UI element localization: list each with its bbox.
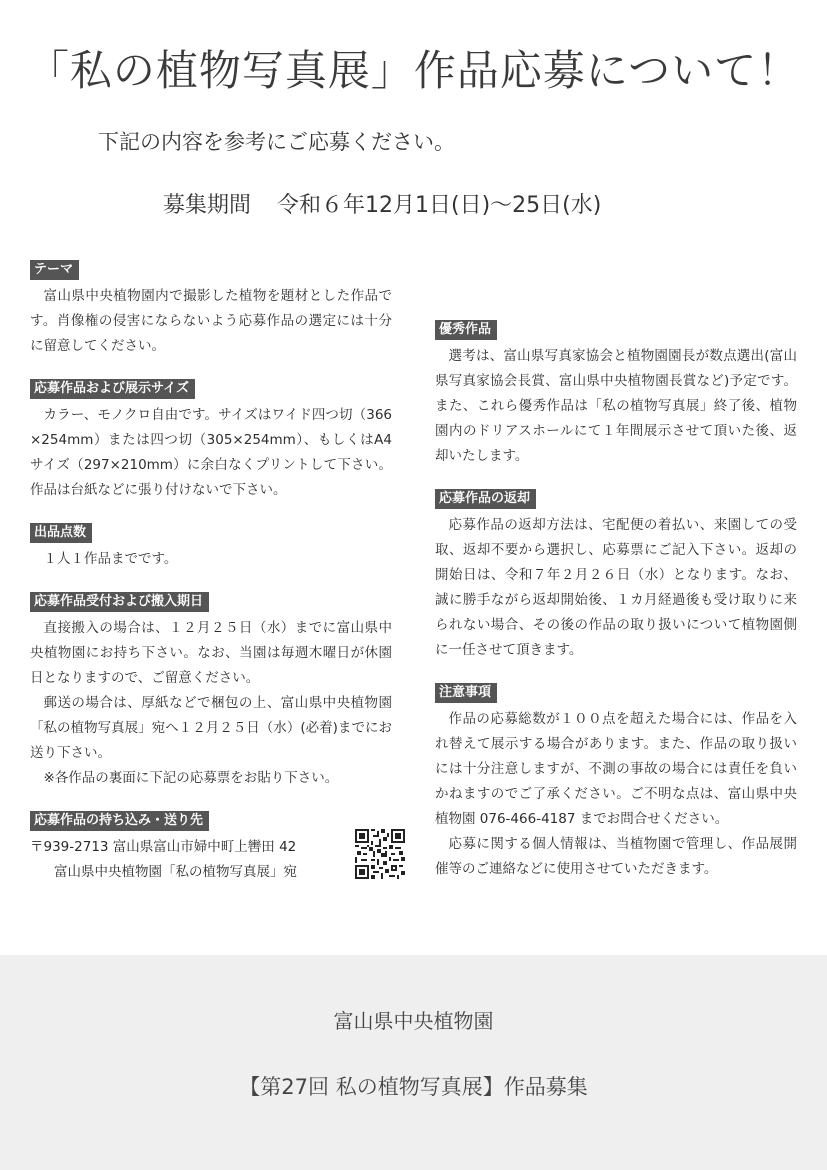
section-notes (435, 681, 797, 882)
page-title: 「私の植物写真展」作品応募について！ (26, 46, 801, 95)
section-excellent (435, 318, 797, 469)
section-size (30, 377, 392, 503)
notes-text-main: 作品の応募総数が１００点を超えた場合には、作品を入れ替えて展示する場合があります。また、作品の取り扱いには十分注意しますが、不測の事故の場合には責任を負いかねますのでご了承ください。ご不明な点は、富山県中央植物園 076-466-4187 までお問合せください。 (435, 711, 797, 827)
section-header-reception: 応募作品受付および搬入期日 (30, 592, 209, 612)
delivery-address: 〒939-2713 富山県富山市婦中町上轡田 42 (30, 839, 297, 855)
notes-text-privacy: 応募に関する個人情報は、当植物園で管理し、作品展開催等のご連絡などに使用させていただきます。 (435, 836, 797, 877)
section-header-notes: 注意事項 (435, 683, 497, 703)
section-header-theme: テーマ (30, 260, 79, 280)
section-header-size: 応募作品および展示サイズ (30, 379, 195, 399)
period-value: 令和６年12月1日(日)～25日(水) (277, 193, 602, 218)
footer-band (0, 955, 827, 1170)
section-header-excellent: 優秀作品 (435, 320, 497, 340)
excellent-text: 選考は、富山県写真家協会と植物園園長が数点選出(富山県写真家協会長賞、富山県中央植物園長賞など)予定です。また、これら優秀作品は「私の植物写真展」終了後、植物園内のドリアスホールにて１年間展示させて頂いた後、返却いたします。 (435, 348, 797, 464)
delivery-recipient: 富山県中央植物園「私の植物写真展」宛 (54, 864, 297, 880)
left-column (30, 258, 392, 903)
return-text: 応募作品の返却方法は、宅配便の着払い、来園しての受取、返却不要から選択し、応募票にご記入下さい。返却の開始日は、令和７年２月２６日（水）となります。なお、誠に勝手ながら返却開始後、１カ月経過後も受け取りに来られない場合、その後の作品の取り扱いについて植物園側に一任させて頂きます。 (435, 517, 797, 658)
section-header-count: 出品点数 (30, 523, 92, 543)
right-column (435, 318, 797, 900)
section-delivery (30, 809, 392, 885)
subtitle: 下記の内容を参考にご応募ください。 (98, 130, 455, 154)
recruitment-period (163, 188, 601, 219)
reception-text-direct: 直接搬入の場合は、１２月２５日（水）までに富山県中央植物園にお持ち下さい。なお、当園は毎週木曜日が休園日となりますので、ご留意ください。 (30, 620, 392, 686)
section-theme (30, 258, 392, 359)
qr-code-icon[interactable] (355, 829, 405, 879)
footer-event-title: 【第27回 私の植物写真展】作品募集 (239, 1075, 588, 1099)
period-label: 募集期間 (163, 193, 252, 218)
count-text: １人１作品までです。 (43, 551, 178, 567)
reception-text-note: ※各作品の裏面に下記の応募票をお貼り下さい。 (43, 770, 339, 786)
section-header-return: 応募作品の返却 (435, 489, 536, 509)
footer-organization: 富山県中央植物園 (333, 1009, 494, 1033)
section-header-delivery: 応募作品の持ち込み・送り先 (30, 811, 209, 831)
section-reception (30, 590, 392, 791)
section-return (435, 487, 797, 663)
size-text: カラー、モノクロ自由です。サイズはワイド四つ切（366×254mm）または四つ切（305×254mm）、もしくはA4サイズ（297×210mm）に余白なくプリントして下さい。作品は台紙などに張り付けないで下さい。 (30, 407, 392, 498)
section-count (30, 521, 392, 572)
theme-text: 富山県中央植物園内で撮影した植物を題材とした作品です。肖像権の侵害にならないよう応募作品の選定には十分に留意してください。 (30, 288, 392, 354)
reception-text-mail: 郵送の場合は、厚紙などで梱包の上、富山県中央植物園「私の植物写真展」宛へ１２月２５日（水）(必着)までにお送り下さい。 (30, 695, 392, 761)
